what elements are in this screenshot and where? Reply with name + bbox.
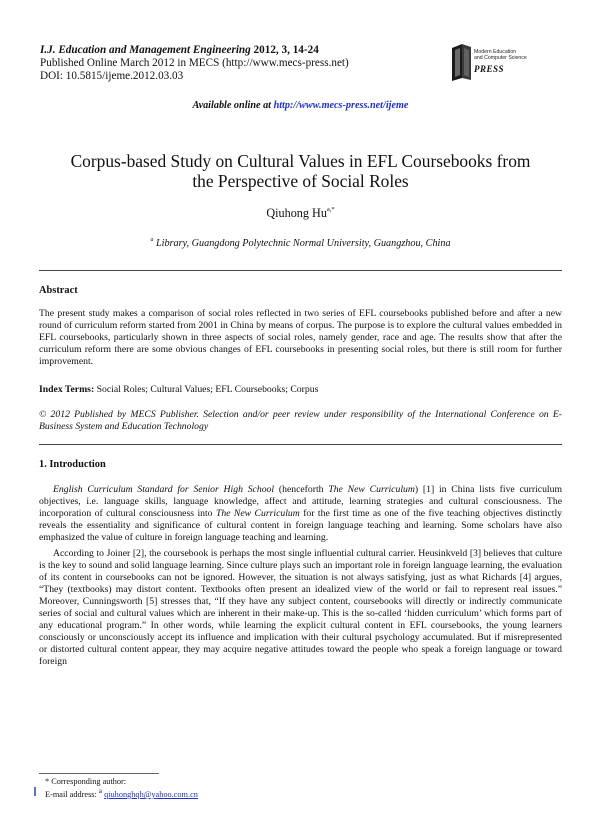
new-curriculum-italic-2: The New Curriculum <box>215 508 300 519</box>
availability-line <box>0 100 601 111</box>
index-terms <box>39 384 562 396</box>
change-bar <box>34 787 36 796</box>
availability-prefix: Available online at <box>192 100 274 111</box>
author-line <box>0 206 601 221</box>
title-line-1: Corpus-based Study on Cultural Values in EFL Coursebooks from <box>70 151 531 171</box>
doi-line: DOI: 10.5815/ijeme.2012.03.03 <box>40 70 184 82</box>
journal-name: I.J. Education and Management Engineering <box>40 44 251 56</box>
logo-press: PRESS <box>474 64 505 74</box>
journal-url-link[interactable]: http://www.mecs-press.net/ijeme <box>273 100 409 111</box>
curriculum-title-italic: English Curriculum Standard for Senior High School <box>53 484 275 495</box>
email-link[interactable]: qiuhonghqh@yahoo.com.cn <box>104 789 198 799</box>
intro-p1-text-1: (henceforth <box>274 484 329 495</box>
new-curriculum-italic-1: The New Curriculum <box>328 484 415 495</box>
logo-line-2: and Computer Science <box>474 54 527 61</box>
journal-title-line <box>40 44 349 57</box>
copyright-notice: © 2012 Published by MECS Publisher. Selection and/or peer review under responsibility of the International Conference on E-Business System and Education Technology <box>39 409 562 432</box>
article-title <box>20 151 581 191</box>
author-name: Qiuhong Hu <box>266 206 327 220</box>
intro-p1-text-3: for the first time as one of the five teaching objectives distinctly reveals the essentiality and significance of cultural content in foreign language teaching and learning. Some scholars have also emphasized the value of culture in foreign language teaching and learning. <box>39 508 563 543</box>
index-terms-label: Index Terms: <box>39 384 95 395</box>
published-line: Published Online March 2012 in MECS (http://www.mecs-press.net) <box>40 57 349 69</box>
email-superscript: a <box>98 788 102 795</box>
intro-paragraph-1 <box>39 484 562 544</box>
affiliation-line <box>0 237 601 249</box>
logo-text <box>474 50 527 61</box>
introduction-heading: 1. Introduction <box>39 459 106 470</box>
author-superscript: a,* <box>326 206 335 213</box>
title-line-2: the Perspective of Social Roles <box>192 171 409 191</box>
abstract-heading: Abstract <box>39 285 78 296</box>
affiliation-text: Library, Guangdong Polytechnic Normal University, Guangzhou, China <box>155 238 451 249</box>
publisher-logo <box>450 42 560 88</box>
footnote-rule <box>39 773 159 774</box>
journal-header <box>40 44 349 83</box>
intro-paragraph-2 <box>39 548 562 668</box>
abstract-text: The present study makes a comparison of social roles reflected in two series of EFL coursebooks published before and after a new round of curriculum reform started from 2001 in China by means of corpus. The purpose is to explore the cultural values embedded in EFL coursebooks, particularly shown in three aspects of social roles, namely gender, race and age. The results show that after the curriculum reform there are some obvious changes of EFL coursebooks in presenting social roles, but there is still room for further improvement. <box>39 308 562 367</box>
footnote <box>45 777 198 800</box>
divider-bottom <box>39 444 562 445</box>
books-icon <box>450 42 474 82</box>
index-terms-value: Social Roles; Cultural Values; EFL Coursebooks; Corpus <box>96 384 319 395</box>
divider-top <box>39 270 562 271</box>
volume-info: 2012, 3, 14-24 <box>253 44 319 56</box>
email-line <box>45 787 198 800</box>
intro-p2-text: According to Joiner [2], the coursebook is perhaps the most single influential cultural carrier. Heusinkveld [3] believes that culture is the key to sound and solid language learning. Since culture plays such an important role in foreign language learning, the evaluation of its content in coursebooks can not be ignored. However, the situation is not always satisfying, just as what Richards [4] argues, “They (textbooks) may distort content. Textbooks often present an idealized view of the world or fail to represent real issues.” Moreover, Cunningsworth [5] stresses that, “If they have any subject content, coursebooks will directly or indirectly communicate series of social and cultural values which are inherent in their make-up. This is the so-called ‘hidden curriculum’ which forms part of any educational program.” In other words, while learning the explicit cultural content in EFL coursebooks, the young learners consciously or unconsciously accept its influence and implication with their cultural psychology accumulated. But if misrepresented or distorted cultural content appear, they may acquire negative attitudes toward the people who speak a foreign language or toward foreign <box>39 548 562 667</box>
affiliation-superscript: a <box>150 237 154 243</box>
intro-p1-text-2: ) [1] in China lists five curriculum objectives, i.e. language skills, language knowledge, affect and attitude, learning strategies and cultural consciousness. The incorporation of cultural consciousness into <box>39 484 563 519</box>
logo-line-1: Modern Education <box>474 49 517 55</box>
email-label: E-mail address: <box>45 789 99 799</box>
corresponding-author: * Corresponding author: <box>45 777 127 786</box>
